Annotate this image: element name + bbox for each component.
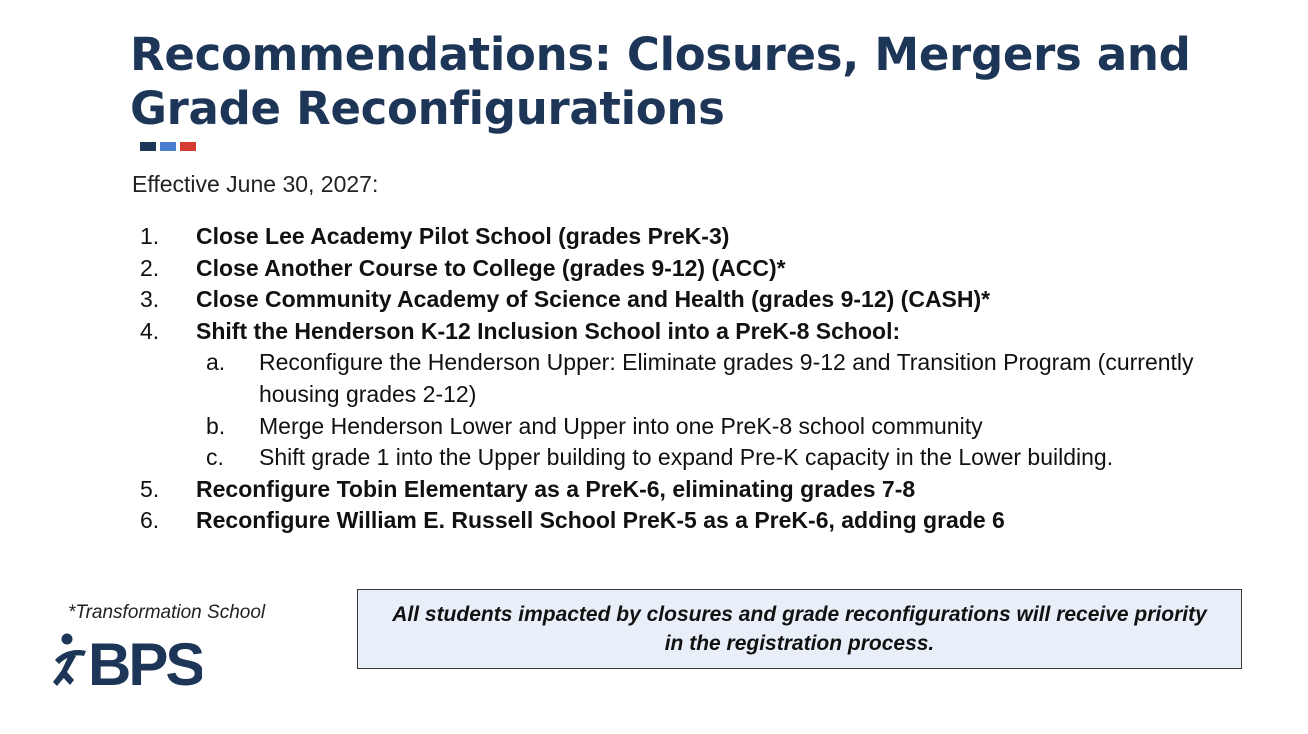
accent-bar-red xyxy=(180,142,196,151)
item-text: Reconfigure Tobin Elementary as a PreK-6, eliminating grades 7-8 xyxy=(196,475,916,502)
sub-item-text: Shift grade 1 into the Upper building to expand Pre-K capacity in the Lower building. xyxy=(259,444,1114,471)
item-number: 5. xyxy=(140,475,160,502)
bps-logo xyxy=(52,630,202,690)
sub-item-letter: a. xyxy=(206,349,226,376)
item-text: Close Another Course to College (grades 9-12) (ACC)* xyxy=(196,254,786,281)
priority-notice-box xyxy=(357,589,1242,669)
list-item xyxy=(140,221,1260,253)
list-item xyxy=(140,316,1260,348)
item-text: Reconfigure William E. Russell School PreK-5 as a PreK-6, adding grade 6 xyxy=(196,507,1005,534)
sub-item-text: Reconfigure the Henderson Upper: Eliminate grades 9-12 and Transition Program (currently housing grades 2-12) xyxy=(259,349,1194,407)
footnote: *Transformation School xyxy=(68,602,266,623)
effective-date: Effective June 30, 2027: xyxy=(132,171,379,197)
list-item xyxy=(140,505,1260,537)
page-title: Recommendations: Closures, Mergers and Grade Reconfigurations xyxy=(130,28,1191,135)
item-number: 2. xyxy=(140,254,160,281)
sub-item-text: Merge Henderson Lower and Upper into one PreK-8 school community xyxy=(259,412,983,439)
list-item xyxy=(140,253,1260,285)
accent-bar-blue xyxy=(160,142,176,151)
sub-item-letter: b. xyxy=(206,412,226,439)
item-number: 1. xyxy=(140,223,160,249)
sub-list-item xyxy=(206,347,1219,410)
sub-list-item xyxy=(206,442,1219,474)
sub-item-letter: c. xyxy=(206,444,224,471)
item-number: 3. xyxy=(140,286,160,313)
henderson-sub-list xyxy=(206,347,1219,473)
item-text: Shift the Henderson K-12 Inclusion School into a PreK-8 School: xyxy=(196,317,901,344)
priority-notice-text: All students impacted by closures and grade reconfigurations will receive priority in the registration process. xyxy=(392,603,1207,655)
item-text: Close Lee Academy Pilot School (grades PreK-3) xyxy=(196,223,730,249)
recommendations-list xyxy=(140,221,1260,537)
accent-bar-navy xyxy=(140,142,156,151)
sub-list-item xyxy=(206,411,1219,443)
item-text: Close Community Academy of Science and Health (grades 9-12) (CASH)* xyxy=(196,286,991,313)
sub-list-container xyxy=(140,347,1260,473)
item-number: 4. xyxy=(140,317,160,344)
accent-bars xyxy=(140,142,196,151)
list-item xyxy=(140,474,1260,506)
runner-figure-icon xyxy=(53,634,86,687)
logo-text: BPS xyxy=(88,631,202,690)
list-item xyxy=(140,284,1260,316)
item-number: 6. xyxy=(140,507,160,534)
